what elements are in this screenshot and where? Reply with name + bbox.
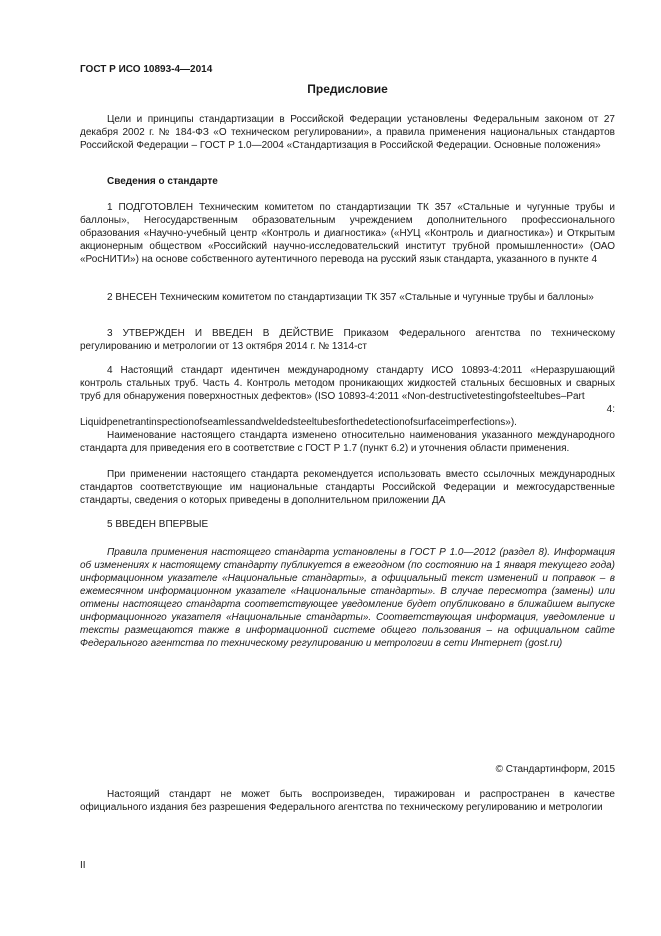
rules-note-paragraph: Правила применения настоящего стандарта установлены в ГОСТ Р 1.0—2012 (раздел 8). Информация об изменениях к настоящему стандарту публикуется в ежегодном (по состоянию на 1 января текущего года) информационном указателе «Национальные стандарты», а официальный текст изменений и поправок – в ежемесячном информационном указателе «Национальные стандарты». В случае пересмотра (замены) или отмены настоящего стандарта соответствующее уведомление будет опубликовано в ближайшем выпуске информационного указателя «Национальные стандарты». Соответствующая информация, уведомление и тексты размещаются также в информационной системе общего пользования – на официальном сайте Федерального агентства по техническому регулированию и метрологии в сети Интернет (gost.ru) [80,547,615,649]
info-heading: Сведения о стандарте [107,176,218,187]
item-4-continuation-line [80,403,615,416]
item-4-english-title: Liquidpenetrantinspectionofseamlessandweldedsteeltubesforthedetectionofsurfaceimperfections»). [80,417,517,428]
item-2-paragraph: 2 ВНЕСЕН Техническим комитетом по стандартизации ТК 357 «Стальные и чугунные трубы и баллоны» [107,292,594,303]
item-4-references-paragraph: При применении настоящего стандарта рекомендуется использовать вместо ссылочных международных стандартов соответствующие им национальные стандарты Российской Федерации и межгосударственные стандарты, сведения о которых приведены в дополнительном приложении ДА [80,469,615,506]
page-number: II [80,860,86,871]
copyright-line: © Стандартинформ, 2015 [495,764,615,775]
item-1-paragraph: 1 ПОДГОТОВЛЕН Техническим комитетом по стандартизации ТК 357 «Стальные и чугунные трубы и баллоны», Негосударственным образовательным учреждением дополнительного профессионального образования «Научно-учебный центр «Контроль и диагностика» («НУЦ «Контроль и диагностика») и Открытым акционерным обществом «Российский научно-исследовательский институт трубной промышленности» (ОАО «РосНИТИ») на основе собственного аутентичного перевода на русский язык стандарта, указанного в пункте 4 [80,202,615,265]
item-4-continuation-right: 4: [606,404,615,415]
item-4-paragraph: 4 Настоящий стандарт идентичен международному стандарту ИСО 10893-4:2011 «Неразрушающий контроль стальных труб. Часть 4. Контроль методом проникающих жидкостей стальных бесшовных и сварных труб для обнаружения поверхностных дефектов» (ISO 10893-4:2011 «Non-destructivetestingofsteeltubes–Part [80,365,615,402]
intro-paragraph: Цели и принципы стандартизации в Российской Федерации установлены Федеральным законом от 27 декабря 2002 г. № 184-ФЗ «О техническом регулировании», а правила применения национальных стандартов Российской Федерации – ГОСТ Р 1.0—2004 «Стандартизация в Российской Федерации. Основные положения» [80,114,615,151]
item-5-paragraph: 5 ВВЕДЕН ВПЕРВЫЕ [107,519,209,530]
reproduction-note-paragraph: Настоящий стандарт не может быть воспроизведен, тиражирован и распространен в качестве официального издания без разрешения Федерального агентства по техническому регулированию и метрологии [80,789,615,813]
page-title: Предисловие [307,82,388,96]
item-3-paragraph: 3 УТВЕРЖДЕН И ВВЕДЕН В ДЕЙСТВИЕ Приказом Федерального агентства по техническому регулированию и метрологии от 13 октября 2014 г. № 1314-ст [80,328,615,352]
item-4-name-change-paragraph: Наименование настоящего стандарта изменено относительно наименования указанного международного стандарта для приведения его в соответствие с ГОСТ Р 1.7 (пункт 6.2) и уточнения области применения. [80,430,615,454]
document-id-header: ГОСТ Р ИСО 10893-4—2014 [80,64,213,75]
